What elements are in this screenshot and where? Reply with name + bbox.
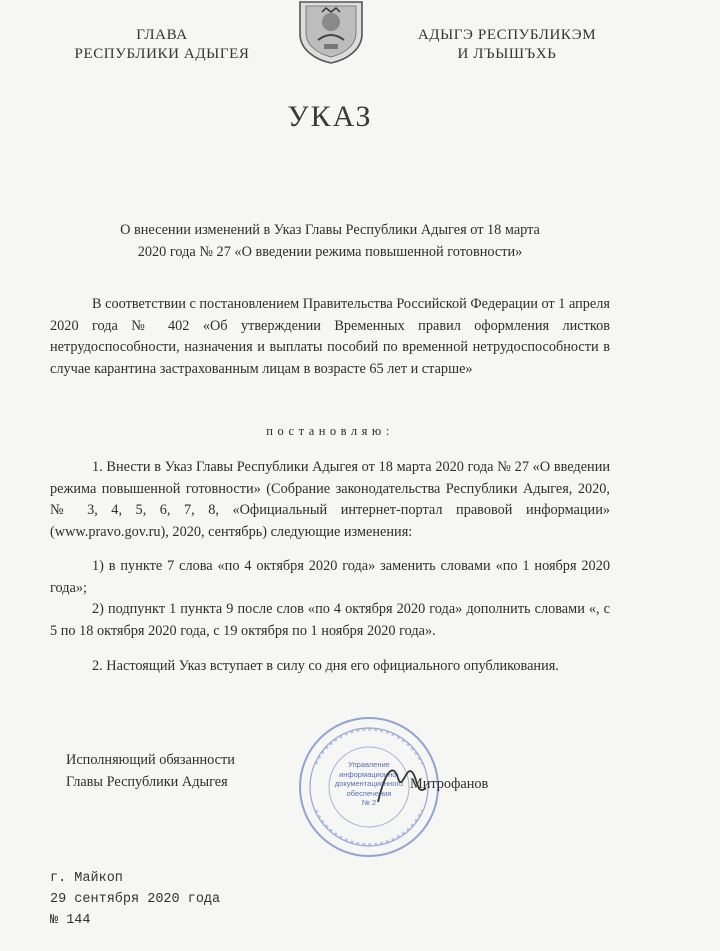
- footer-city: г. Майкоп: [50, 871, 123, 886]
- header-right-line2: И ЛЪЫШЪХЬ: [457, 46, 557, 62]
- header-left: [52, 26, 272, 64]
- signatory-name: Митрофанов: [410, 776, 489, 792]
- footer-number: № 144: [50, 913, 91, 928]
- header-left-line2: РЕСПУБЛИКИ АДЫГЕЯ: [74, 46, 250, 62]
- subject: [60, 220, 600, 263]
- decree-word: постановляю:: [266, 424, 394, 438]
- item-2: 2. Настоящий Указ вступает в силу со дня его официального опубликования.: [92, 658, 559, 674]
- stamp-line-4: обеспечения: [346, 788, 392, 798]
- header-right: [392, 26, 622, 64]
- subject-line1: О внесении изменений в Указ Главы Республики Адыгея от 18 марта: [120, 222, 540, 238]
- stamp-line-3: документационного: [334, 779, 404, 788]
- stamp-line-1: Управление: [348, 760, 390, 769]
- position-line1: Исполняющий обязанности: [66, 752, 235, 768]
- footer: [50, 868, 350, 931]
- subject-line2: 2020 года № 27 «О введении режима повышенной готовности»: [137, 243, 523, 260]
- item-1: 1. Внести в Указ Главы Республики Адыгея от 18 марта 2020 года № 27 «О введении режима повышенной готовности» (Собрание законодательства Республики Адыгея, 2020, № 3, 4, 5, 6, 7, 8, «Официальный интернет-портал правовой информации» (www.pravo.gov.ru), 2020, сентябрь) следующие изменения:: [50, 459, 610, 540]
- header-right-line1: АДЫГЭ РЕСПУБЛИКЭМ: [417, 27, 597, 43]
- preamble: В соответствии с постановлением Правительства Российской Федерации от 1 апреля 2020 года № 402 «Об утверждении Временных правил оформления листков нетрудоспособности, назначения и выплаты пособий по временной нетрудоспособности в случае карантина застрахованным лицам в возрасте 65 лет и старше»: [50, 296, 610, 377]
- signatory-position: [66, 750, 306, 793]
- stamp-line-2: информационно-: [339, 769, 399, 779]
- item-1-sub-2: 2) подпункт 1 пункта 9 после слов «по 4 октября 2020 года» дополнить словами «, с 5 по 18 октября 2020 года, с 19 октября по 1 ноября 2020 года».: [50, 601, 610, 639]
- position-line2: Главы Республики Адыгея: [66, 773, 228, 790]
- document-title: УКАЗ: [287, 100, 373, 133]
- header-left-line1: ГЛАВА: [136, 27, 188, 43]
- item-1-sub-1: 1) в пункте 7 слова «по 4 октября 2020 года» заменить словами «по 1 ноября 2020 года»;: [50, 558, 610, 596]
- footer-date: 29 сентября 2020 года: [50, 892, 221, 907]
- stamp-number: № 2: [361, 798, 377, 807]
- coat-of-arms-emblem: [288, 0, 374, 64]
